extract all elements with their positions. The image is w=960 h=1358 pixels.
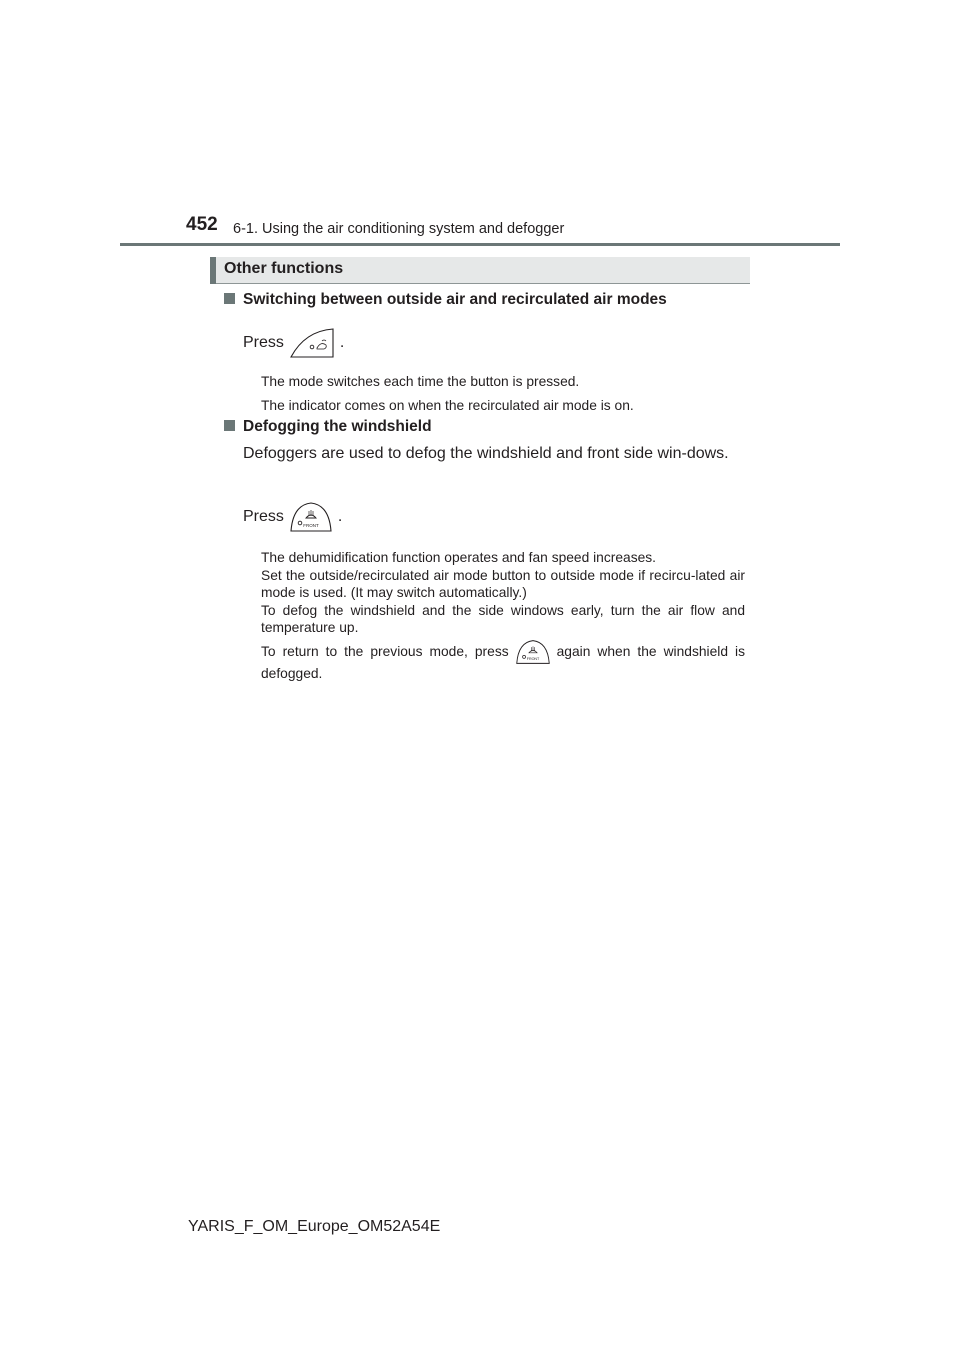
footer-code: YARIS_F_OM_Europe_OM52A54E (188, 1218, 441, 1235)
section-header-bar (210, 257, 216, 284)
windshield-defogger-button-icon (289, 501, 333, 533)
subheading-defog-text: Defogging the windshield (243, 418, 432, 435)
press-defog-line (243, 501, 342, 533)
front-label: FRONT (526, 657, 539, 662)
windshield-defogger-button-icon (513, 639, 553, 665)
defog-note-2-after: again when the windshield is defogged. (261, 644, 745, 681)
defog-note-1-line-1: The dehumidification function operates and fan speed increases. (261, 550, 656, 565)
subheading-defog (224, 418, 432, 436)
defog-body: Defoggers are used to defog the windshield and front side win-dows. (243, 445, 729, 462)
press-label: Press (243, 508, 284, 525)
chapter-title: 6-1. Using the air conditioning system and defogger (233, 221, 565, 237)
recirc-note-2: The indicator comes on when the recirculated air mode is on. (261, 398, 634, 413)
section-header (210, 257, 750, 284)
press-label: Press (243, 334, 284, 351)
defog-note-1-line-2: Set the outside/recirculated air mode button to outside mode if recircu-lated air mode is used. (It may switch automatically.) (261, 567, 745, 600)
recirc-note-1: The mode switches each time the button is pressed. (261, 374, 580, 389)
square-bullet-icon (224, 293, 235, 304)
subheading-recirc (224, 291, 667, 309)
section-title: Other functions (224, 260, 344, 277)
front-label: FRONT (303, 523, 319, 528)
page-number: 452 (186, 214, 218, 235)
defog-note-2 (261, 639, 745, 683)
header-rule (120, 243, 840, 246)
subheading-recirc-text: Switching between outside air and recirculated air modes (243, 291, 667, 308)
period: . (339, 334, 345, 351)
defog-note-1 (261, 549, 745, 637)
recirculated-air-button-icon (289, 327, 335, 359)
period: . (337, 508, 343, 525)
press-recirc-line (243, 327, 344, 359)
defog-note-1-line-3: To defog the windshield and the side windows early, turn the air flow and temperature up. (261, 602, 745, 635)
square-bullet-icon (224, 420, 235, 431)
defog-note-2-before: To return to the previous mode, press (261, 644, 509, 659)
